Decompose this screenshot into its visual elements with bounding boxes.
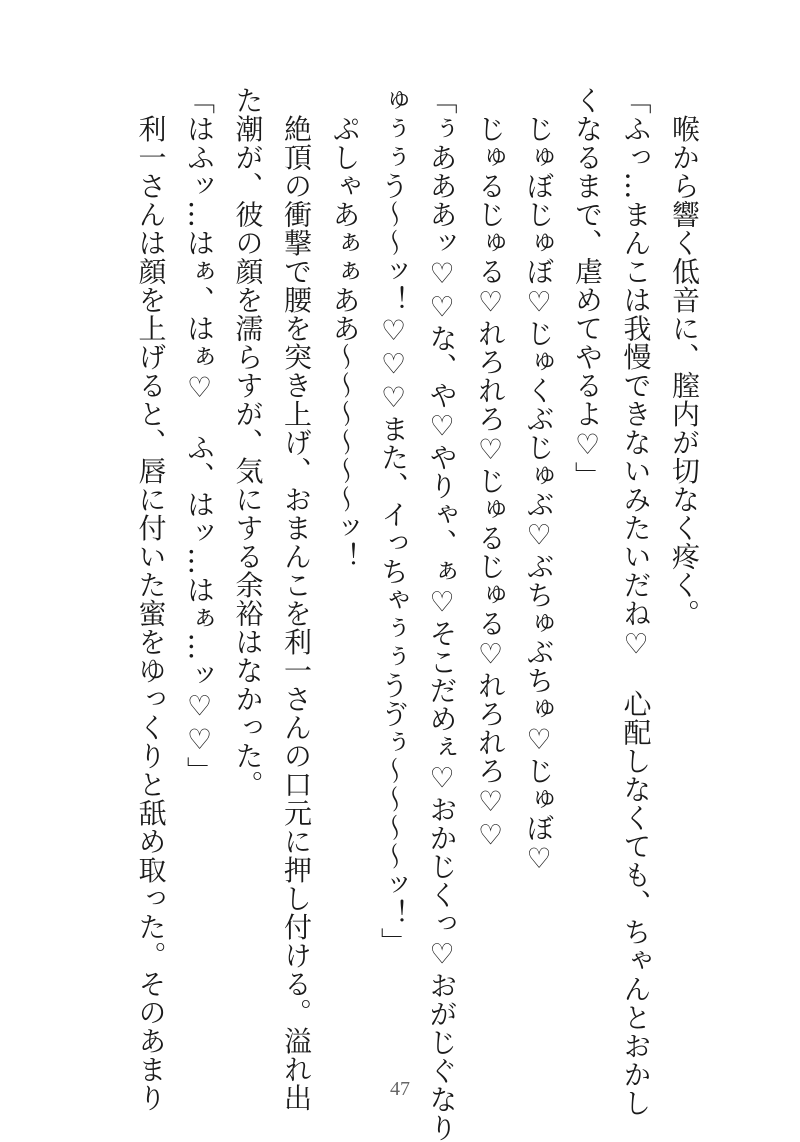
text-line: じゅぼじゅぼ♡じゅくぶじゅぶ♡ぶちゅぶちゅ♡じゅぼ♡	[522, 86, 556, 876]
text-line: ぷしゃあぁぁああ〜〜〜〜〜〜ッ！	[328, 86, 362, 571]
text-line: 「ぅあああッ♡♡な、や♡やりゃ、ぁ♡そこだめぇ♡おかじくっ♡おがじぐなり	[425, 86, 459, 1142]
page-number: 47	[390, 1078, 410, 1100]
text-line: 「はふッ…はぁ、はぁ♡ ふ、はッ…はぁ…ッ♡♡」	[183, 86, 216, 785]
text-line: じゅるじゅる♡れろれろ♡じゅるじゅる♡れろれろ♡♡	[474, 86, 507, 852]
text-line: た潮が、彼の顔を濡らすが、気にする余裕はなかった。	[231, 86, 265, 799]
text-line: 利一さんは顔を上げると、唇に付いた蜜をゆっくりと舐め取った。そのあまり	[134, 86, 168, 1112]
text-line: 喉から響く低音に、膣内が切なく疼く。	[668, 86, 701, 628]
text-line: 「ふっ…まんこは我慢できないみたいだね♡ 心配しなくても、ちゃんとおかし	[619, 86, 653, 1117]
text-line: 絶頂の衝撃で腰を突き上げ、おまんこを利一さんの口元に押し付ける。溢れ出	[280, 86, 313, 1112]
text-line: ゅぅぅう〜〜ッ！♡♡♡また、イっちゃぅぅうゔぅ〜〜〜〜ッ！」	[377, 86, 410, 956]
text-line: くなるまで、虐めてやるよ♡」	[571, 86, 604, 490]
